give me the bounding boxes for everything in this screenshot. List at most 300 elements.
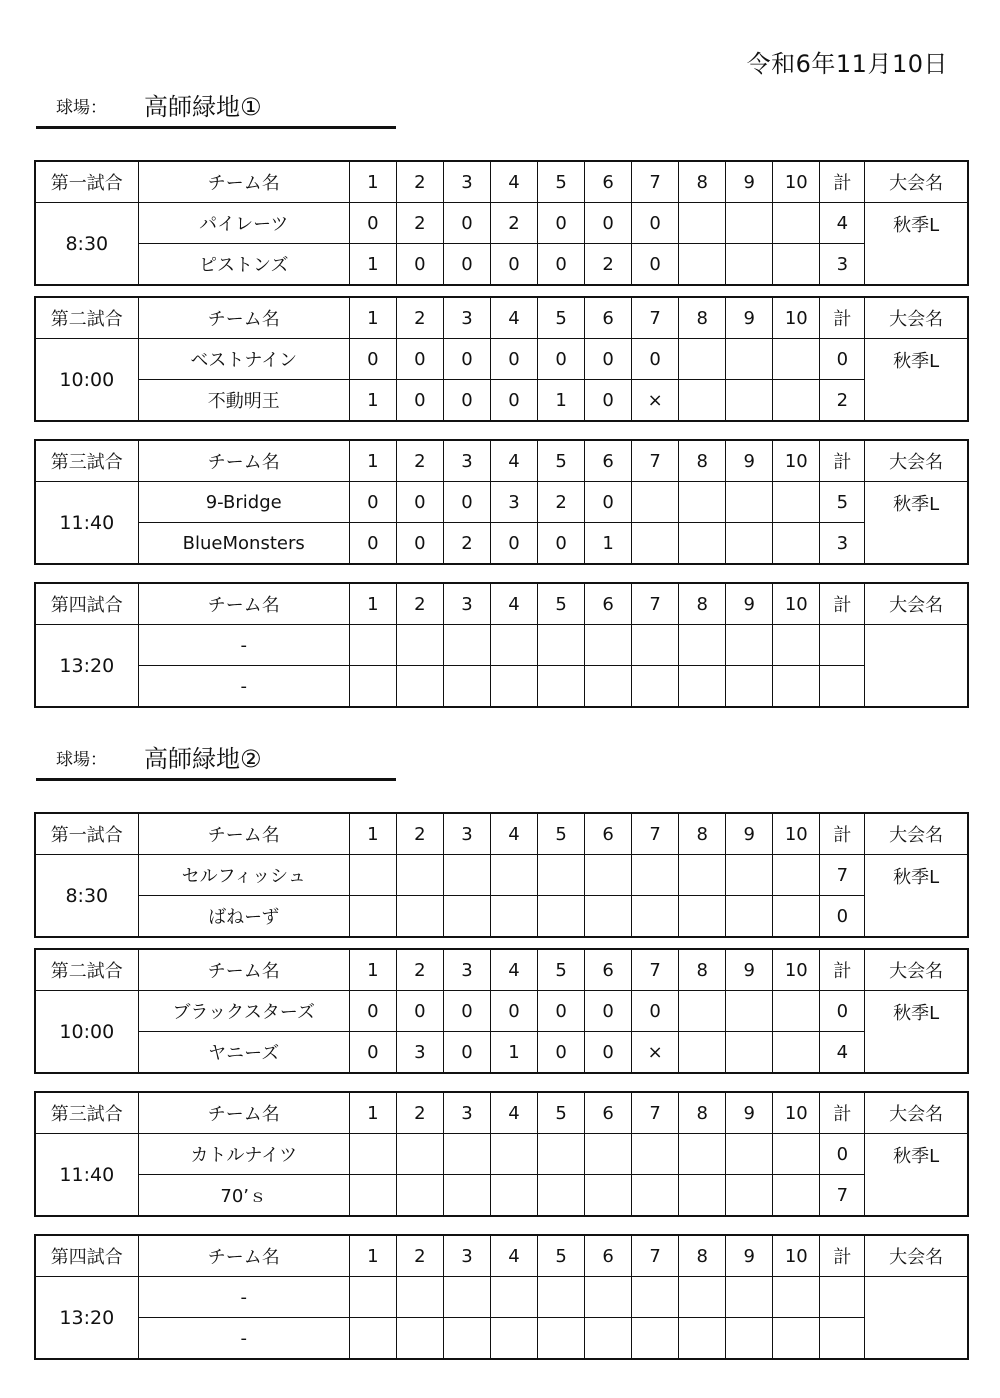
game-table xyxy=(34,160,969,286)
inning-score xyxy=(726,1318,773,1360)
inning-score: 0 xyxy=(396,991,443,1032)
inning-header: 1 xyxy=(349,297,396,339)
inning-header: 9 xyxy=(726,440,773,482)
game-header-row xyxy=(35,949,968,991)
inning-score xyxy=(773,1277,820,1318)
team-name: 9-Bridge xyxy=(138,482,349,523)
inning-score xyxy=(726,1134,773,1175)
game-time: 13:20 xyxy=(35,1277,138,1360)
inning-header: 6 xyxy=(585,1235,632,1277)
inning-score xyxy=(396,1318,443,1360)
team-name: ピストンズ xyxy=(138,244,349,286)
game-table xyxy=(34,948,969,1074)
inning-header: 10 xyxy=(773,297,820,339)
inning-score xyxy=(726,896,773,938)
tournament-name xyxy=(865,625,968,708)
game-table xyxy=(34,439,969,565)
inning-score xyxy=(726,666,773,708)
inning-header: 5 xyxy=(538,583,585,625)
inning-score: 1 xyxy=(349,380,396,422)
team-name: - xyxy=(138,666,349,708)
inning-header: 3 xyxy=(443,583,490,625)
inning-header: 4 xyxy=(490,161,537,203)
tournament-column-header: 大会名 xyxy=(865,1235,968,1277)
inning-score xyxy=(585,625,632,666)
inning-score xyxy=(773,244,820,286)
inning-score: × xyxy=(632,1032,679,1074)
total-column-header: 計 xyxy=(820,949,865,991)
team-name: - xyxy=(138,1318,349,1360)
game-time: 10:00 xyxy=(35,991,138,1074)
inning-score xyxy=(443,855,490,896)
inning-score xyxy=(443,1175,490,1217)
team-column-header: チーム名 xyxy=(138,161,349,203)
inning-header: 10 xyxy=(773,440,820,482)
inning-header: 4 xyxy=(490,1092,537,1134)
game-header-row xyxy=(35,1235,968,1277)
team-name: ばねーず xyxy=(138,896,349,938)
inning-header: 1 xyxy=(349,161,396,203)
total-score: 7 xyxy=(820,855,865,896)
total-score xyxy=(820,1318,865,1360)
inning-score xyxy=(349,1318,396,1360)
inning-score xyxy=(726,339,773,380)
game-table xyxy=(34,1091,969,1217)
inning-score: 3 xyxy=(396,1032,443,1074)
venue-label: 球場： xyxy=(56,750,107,770)
inning-header: 9 xyxy=(726,1235,773,1277)
team-score-row xyxy=(35,1175,968,1217)
team-column-header: チーム名 xyxy=(138,1092,349,1134)
inning-score xyxy=(726,244,773,286)
inning-header: 2 xyxy=(396,1092,443,1134)
inning-score xyxy=(585,1134,632,1175)
inning-score: 0 xyxy=(349,339,396,380)
inning-score: 0 xyxy=(538,1032,585,1074)
inning-header: 6 xyxy=(585,583,632,625)
inning-header: 8 xyxy=(679,1092,726,1134)
inning-score xyxy=(632,482,679,523)
total-score: 0 xyxy=(820,991,865,1032)
total-score: 4 xyxy=(820,1032,865,1074)
inning-header: 2 xyxy=(396,949,443,991)
inning-score xyxy=(538,1318,585,1360)
total-score xyxy=(820,666,865,708)
inning-header: 4 xyxy=(490,297,537,339)
tournament-name: 秋季L xyxy=(865,855,968,938)
inning-score: 0 xyxy=(443,339,490,380)
inning-score: 0 xyxy=(585,1032,632,1074)
inning-score xyxy=(679,1032,726,1074)
inning-header: 4 xyxy=(490,1235,537,1277)
inning-header: 4 xyxy=(490,583,537,625)
inning-score xyxy=(443,1277,490,1318)
inning-score: 0 xyxy=(349,523,396,565)
tournament-column-header: 大会名 xyxy=(865,297,968,339)
inning-score: 0 xyxy=(632,244,679,286)
total-score: 3 xyxy=(820,523,865,565)
inning-header: 8 xyxy=(679,440,726,482)
team-name: ブラックスターズ xyxy=(138,991,349,1032)
inning-score: 1 xyxy=(490,1032,537,1074)
inning-score: 2 xyxy=(490,203,537,244)
inning-score xyxy=(396,896,443,938)
game-time: 11:40 xyxy=(35,482,138,565)
inning-score: 0 xyxy=(349,203,396,244)
inning-score xyxy=(726,482,773,523)
inning-header: 3 xyxy=(443,297,490,339)
inning-score xyxy=(443,666,490,708)
tournament-name: 秋季L xyxy=(865,991,968,1074)
inning-score xyxy=(679,203,726,244)
total-column-header: 計 xyxy=(820,297,865,339)
team-score-row xyxy=(35,523,968,565)
inning-score xyxy=(632,896,679,938)
inning-score xyxy=(585,896,632,938)
inning-header: 2 xyxy=(396,440,443,482)
total-score: 2 xyxy=(820,380,865,422)
inning-header: 3 xyxy=(443,440,490,482)
inning-header: 5 xyxy=(538,297,585,339)
inning-score xyxy=(679,625,726,666)
inning-header: 10 xyxy=(773,949,820,991)
inning-score xyxy=(349,896,396,938)
game-header-row xyxy=(35,440,968,482)
inning-score xyxy=(396,666,443,708)
inning-score: 0 xyxy=(538,523,585,565)
team-name: - xyxy=(138,1277,349,1318)
inning-score: 0 xyxy=(538,339,585,380)
inning-header: 9 xyxy=(726,583,773,625)
team-column-header: チーム名 xyxy=(138,1235,349,1277)
game-header-row xyxy=(35,161,968,203)
inning-header: 6 xyxy=(585,297,632,339)
inning-header: 2 xyxy=(396,1235,443,1277)
inning-score: 0 xyxy=(396,523,443,565)
inning-score xyxy=(538,625,585,666)
inning-score: 0 xyxy=(443,203,490,244)
inning-header: 10 xyxy=(773,161,820,203)
game-table xyxy=(34,582,969,708)
inning-score xyxy=(773,1032,820,1074)
inning-score xyxy=(396,625,443,666)
inning-header: 10 xyxy=(773,1092,820,1134)
inning-score: 0 xyxy=(396,339,443,380)
inning-header: 8 xyxy=(679,949,726,991)
inning-score xyxy=(632,625,679,666)
total-score: 0 xyxy=(820,1134,865,1175)
inning-score xyxy=(773,1134,820,1175)
tournament-name: 秋季L xyxy=(865,1134,968,1217)
inning-score xyxy=(585,1277,632,1318)
inning-score: 0 xyxy=(490,991,537,1032)
team-score-row xyxy=(35,896,968,938)
inning-score xyxy=(726,1032,773,1074)
inning-score: 0 xyxy=(443,1032,490,1074)
inning-header: 7 xyxy=(632,297,679,339)
tournament-column-header: 大会名 xyxy=(865,1092,968,1134)
tournament-column-header: 大会名 xyxy=(865,440,968,482)
inning-header: 1 xyxy=(349,813,396,855)
inning-header: 7 xyxy=(632,1092,679,1134)
inning-score: 0 xyxy=(538,244,585,286)
total-score xyxy=(820,1277,865,1318)
total-column-header: 計 xyxy=(820,440,865,482)
inning-score xyxy=(773,380,820,422)
inning-score xyxy=(679,523,726,565)
inning-score xyxy=(679,1318,726,1360)
inning-score xyxy=(632,666,679,708)
inning-header: 5 xyxy=(538,949,585,991)
team-score-row xyxy=(35,855,968,896)
inning-score xyxy=(538,896,585,938)
team-score-row xyxy=(35,1277,968,1318)
tournament-name xyxy=(865,1277,968,1360)
inning-score xyxy=(443,1318,490,1360)
inning-header: 7 xyxy=(632,813,679,855)
game-title: 第三試合 xyxy=(35,1092,138,1134)
total-column-header: 計 xyxy=(820,1092,865,1134)
inning-score: 0 xyxy=(632,991,679,1032)
inning-score: 2 xyxy=(443,523,490,565)
game-header-row xyxy=(35,1092,968,1134)
inning-score: 0 xyxy=(490,523,537,565)
game-header-row xyxy=(35,813,968,855)
inning-score xyxy=(726,625,773,666)
game-time: 8:30 xyxy=(35,203,138,286)
inning-header: 7 xyxy=(632,949,679,991)
team-name: ヤニーズ xyxy=(138,1032,349,1074)
inning-score xyxy=(726,991,773,1032)
inning-score xyxy=(490,666,537,708)
game-title: 第一試合 xyxy=(35,161,138,203)
game-title: 第四試合 xyxy=(35,1235,138,1277)
total-column-header: 計 xyxy=(820,161,865,203)
team-name: - xyxy=(138,625,349,666)
team-column-header: チーム名 xyxy=(138,813,349,855)
inning-score xyxy=(773,523,820,565)
game-time: 13:20 xyxy=(35,625,138,708)
inning-header: 4 xyxy=(490,440,537,482)
game-title: 第四試合 xyxy=(35,583,138,625)
inning-header: 9 xyxy=(726,161,773,203)
inning-score xyxy=(349,625,396,666)
inning-score xyxy=(396,1277,443,1318)
inning-header: 5 xyxy=(538,1092,585,1134)
team-score-row xyxy=(35,380,968,422)
inning-header: 1 xyxy=(349,440,396,482)
team-column-header: チーム名 xyxy=(138,949,349,991)
inning-header: 5 xyxy=(538,440,585,482)
team-score-row xyxy=(35,625,968,666)
inning-score: 3 xyxy=(490,482,537,523)
game-time: 8:30 xyxy=(35,855,138,938)
inning-score: 0 xyxy=(443,482,490,523)
inning-header: 9 xyxy=(726,1092,773,1134)
inning-score xyxy=(490,896,537,938)
tournament-column-header: 大会名 xyxy=(865,583,968,625)
inning-header: 3 xyxy=(443,813,490,855)
inning-score: 2 xyxy=(585,244,632,286)
inning-score xyxy=(726,855,773,896)
team-name: BlueMonsters xyxy=(138,523,349,565)
inning-header: 1 xyxy=(349,1235,396,1277)
game-title: 第二試合 xyxy=(35,949,138,991)
inning-score xyxy=(726,203,773,244)
team-score-row xyxy=(35,482,968,523)
inning-score xyxy=(349,1175,396,1217)
total-score: 7 xyxy=(820,1175,865,1217)
tournament-column-header: 大会名 xyxy=(865,949,968,991)
inning-score xyxy=(490,1277,537,1318)
total-score: 0 xyxy=(820,339,865,380)
inning-score xyxy=(490,625,537,666)
inning-header: 5 xyxy=(538,1235,585,1277)
inning-score xyxy=(773,482,820,523)
inning-score xyxy=(773,203,820,244)
inning-score xyxy=(773,1175,820,1217)
inning-header: 8 xyxy=(679,297,726,339)
inning-score xyxy=(349,1277,396,1318)
team-name: ベストナイン xyxy=(138,339,349,380)
inning-score xyxy=(490,855,537,896)
document-date: 令和6年11月10日 xyxy=(746,50,948,78)
inning-header: 7 xyxy=(632,440,679,482)
inning-header: 8 xyxy=(679,583,726,625)
team-column-header: チーム名 xyxy=(138,297,349,339)
venue-heading xyxy=(36,88,396,129)
inning-score xyxy=(773,855,820,896)
inning-header: 6 xyxy=(585,161,632,203)
inning-score xyxy=(679,1134,726,1175)
inning-score: 0 xyxy=(349,1032,396,1074)
team-score-row xyxy=(35,1032,968,1074)
inning-score xyxy=(443,1134,490,1175)
inning-score xyxy=(632,855,679,896)
tournament-name: 秋季L xyxy=(865,203,968,286)
inning-score xyxy=(632,1175,679,1217)
team-score-row xyxy=(35,1134,968,1175)
inning-score xyxy=(679,991,726,1032)
inning-score xyxy=(632,1318,679,1360)
team-name: パイレーツ xyxy=(138,203,349,244)
inning-score: 0 xyxy=(585,380,632,422)
inning-header: 7 xyxy=(632,583,679,625)
inning-header: 7 xyxy=(632,161,679,203)
game-header-row xyxy=(35,583,968,625)
inning-score xyxy=(490,1134,537,1175)
inning-header: 10 xyxy=(773,583,820,625)
inning-score: 0 xyxy=(585,482,632,523)
inning-score xyxy=(632,523,679,565)
inning-score: 1 xyxy=(349,244,396,286)
inning-score: 0 xyxy=(490,244,537,286)
inning-score xyxy=(679,1175,726,1217)
inning-header: 8 xyxy=(679,813,726,855)
game-header-row xyxy=(35,297,968,339)
inning-header: 4 xyxy=(490,813,537,855)
inning-score xyxy=(585,1175,632,1217)
inning-score xyxy=(632,1277,679,1318)
total-score: 5 xyxy=(820,482,865,523)
inning-header: 8 xyxy=(679,1235,726,1277)
game-title: 第一試合 xyxy=(35,813,138,855)
inning-score: 0 xyxy=(396,244,443,286)
inning-score xyxy=(538,1175,585,1217)
inning-header: 4 xyxy=(490,949,537,991)
inning-header: 6 xyxy=(585,1092,632,1134)
inning-score xyxy=(538,1277,585,1318)
inning-score: 0 xyxy=(490,380,537,422)
game-table xyxy=(34,812,969,938)
inning-score: 0 xyxy=(585,203,632,244)
inning-score: 0 xyxy=(443,244,490,286)
inning-score: 0 xyxy=(585,991,632,1032)
inning-score xyxy=(726,380,773,422)
inning-score: 1 xyxy=(585,523,632,565)
inning-header: 5 xyxy=(538,161,585,203)
total-column-header: 計 xyxy=(820,813,865,855)
inning-header: 9 xyxy=(726,949,773,991)
game-table xyxy=(34,296,969,422)
venue-heading xyxy=(36,740,396,781)
inning-score xyxy=(679,244,726,286)
inning-score xyxy=(773,339,820,380)
inning-score: 0 xyxy=(396,380,443,422)
total-column-header: 計 xyxy=(820,583,865,625)
inning-score xyxy=(585,666,632,708)
team-score-row xyxy=(35,1318,968,1360)
inning-score: 0 xyxy=(443,380,490,422)
inning-score xyxy=(773,896,820,938)
inning-score: 0 xyxy=(538,991,585,1032)
inning-header: 10 xyxy=(773,1235,820,1277)
inning-header: 3 xyxy=(443,1092,490,1134)
team-score-row xyxy=(35,991,968,1032)
inning-header: 6 xyxy=(585,440,632,482)
total-score: 0 xyxy=(820,896,865,938)
inning-score: × xyxy=(632,380,679,422)
inning-header: 6 xyxy=(585,813,632,855)
game-title: 第三試合 xyxy=(35,440,138,482)
venue-name: 高師緑地① xyxy=(144,93,262,121)
inning-header: 2 xyxy=(396,583,443,625)
inning-score xyxy=(349,1134,396,1175)
inning-score xyxy=(773,625,820,666)
inning-header: 3 xyxy=(443,161,490,203)
inning-score xyxy=(773,666,820,708)
game-time: 11:40 xyxy=(35,1134,138,1217)
inning-score: 0 xyxy=(396,482,443,523)
inning-score: 0 xyxy=(585,339,632,380)
inning-header: 7 xyxy=(632,1235,679,1277)
inning-header: 10 xyxy=(773,813,820,855)
inning-score xyxy=(349,666,396,708)
inning-header: 2 xyxy=(396,813,443,855)
inning-score: 0 xyxy=(349,991,396,1032)
inning-score xyxy=(490,1175,537,1217)
inning-score xyxy=(773,1318,820,1360)
game-time: 10:00 xyxy=(35,339,138,422)
inning-header: 9 xyxy=(726,297,773,339)
inning-score xyxy=(538,666,585,708)
inning-score: 0 xyxy=(632,203,679,244)
inning-score xyxy=(585,855,632,896)
inning-score: 0 xyxy=(443,991,490,1032)
team-score-row xyxy=(35,666,968,708)
inning-score xyxy=(632,1134,679,1175)
inning-header: 1 xyxy=(349,1092,396,1134)
